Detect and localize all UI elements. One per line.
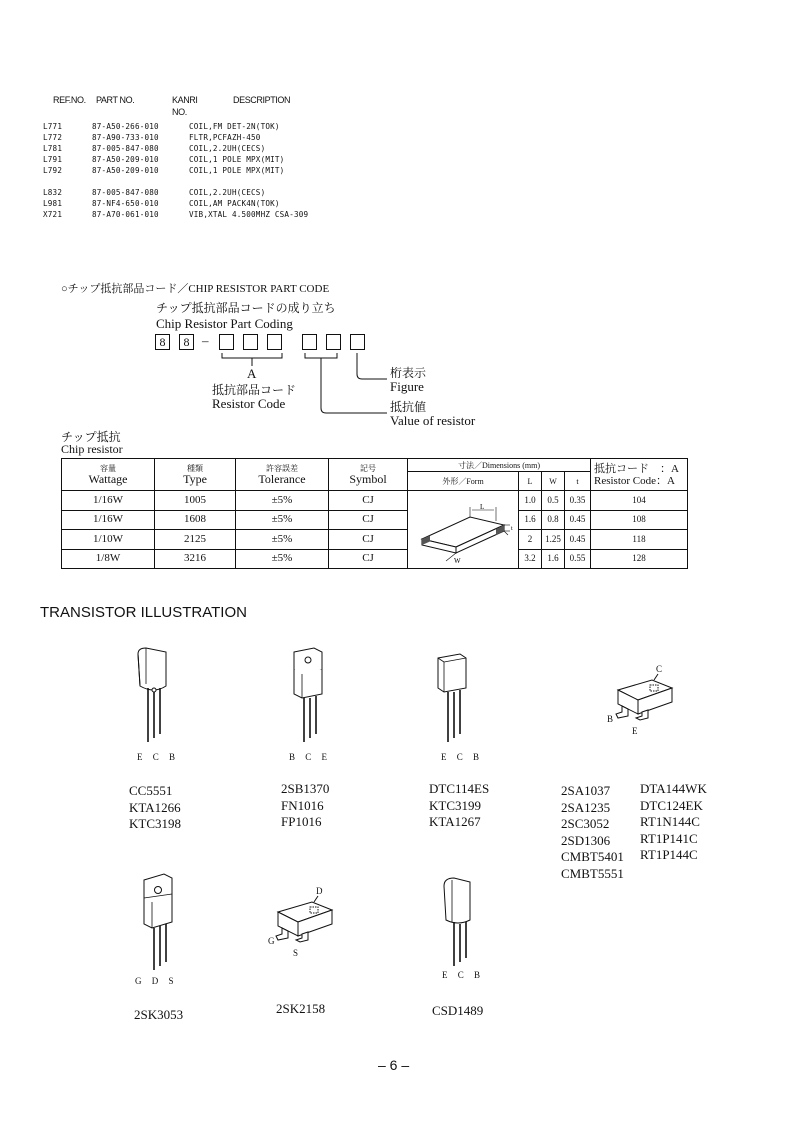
header-kanri-no: NO. (172, 107, 187, 117)
cell-wattage: 1/10W (62, 530, 155, 550)
t2-part-list (281, 781, 329, 831)
cell-l: 1.0 (519, 491, 542, 511)
t4-part-list-a (561, 783, 624, 882)
list-item: DTA144WK (640, 781, 707, 796)
parts-row: X721 87-A70-061-010 VIB,XTAL 4.500MHZ CSA-309 (43, 210, 309, 219)
list-item: 2SB1370 (281, 781, 330, 796)
t4-pin-e: E (632, 726, 638, 736)
cell-wattage: 1/16W (62, 491, 155, 511)
table-row (62, 510, 688, 530)
transistor-sot23-fet-icon (272, 894, 336, 952)
t4-pin-c: C (656, 664, 663, 674)
transistor-to92l-icon (438, 876, 478, 968)
t3-pin-labels: E C B (441, 752, 484, 762)
t5-part-list (134, 1007, 183, 1024)
cell-tolerance: ±5% (236, 549, 329, 569)
chip-table-caption-en: Chip resistor (61, 442, 123, 456)
cell-w: 1.6 (542, 549, 565, 569)
parts-row: L781 87-005-847-080 COIL,2.2UH(CECS) (43, 144, 266, 153)
cell-symbol: CJ (329, 530, 408, 550)
col-resistor-code-header: 抵抗コード ：A Resistor Code：A (591, 459, 688, 491)
t6-pin-s: S (293, 948, 299, 958)
list-item: RT1P144C (640, 847, 698, 862)
cell-code: 128 (591, 549, 688, 569)
col-w-header: W (542, 472, 565, 491)
t2-pin-labels: B C E (289, 752, 332, 762)
list-item: CMBT5551 (561, 865, 624, 881)
t4-part-list-b (640, 781, 707, 864)
list-item: CSD1489 (432, 1003, 484, 1018)
t7-pin-labels: E C B (442, 970, 485, 980)
cell-w: 0.8 (542, 510, 565, 530)
parts-row: L771 87-A50-266-010 COIL,FM DET-2N(TOK) (43, 122, 280, 131)
header-ref-no: REF.NO. (53, 95, 86, 105)
col-t-header: t (565, 472, 591, 491)
chip-resistor-table (61, 458, 688, 569)
list-item: RT1N144C (640, 814, 700, 829)
t7-part-list (432, 1003, 483, 1020)
list-item: 2SC3052 (561, 816, 610, 831)
col-symbol-header: 記号 Symbol (329, 459, 408, 491)
parts-row: L981 87-NF4-650-010 COIL,AM PACK4N(TOK) (43, 199, 280, 208)
t6-part-list (276, 1001, 325, 1018)
list-item: KTC3199 (429, 797, 481, 813)
cell-tolerance: ±5% (236, 530, 329, 550)
table-row (62, 549, 688, 569)
figure-en: Figure (390, 379, 424, 394)
cell-type: 2125 (155, 530, 236, 550)
coding-title-en: Chip Resistor Part Coding (156, 316, 293, 331)
t1-part-list (129, 783, 181, 833)
list-item: 2SD1306 (561, 832, 611, 848)
cell-type: 1005 (155, 491, 236, 511)
list-item: KTA1267 (429, 814, 481, 829)
chip-resistor-form-drawing (408, 491, 518, 565)
figure-jp: 桁表示 (390, 366, 427, 380)
parts-row: L832 87-005-847-080 COIL,2.2UH(CECS) (43, 188, 266, 197)
t6-pin-g: G (268, 936, 275, 946)
cell-symbol: CJ (329, 491, 408, 511)
t1-pin-labels: E C B (137, 752, 180, 762)
cell-t: 0.55 (565, 549, 591, 569)
col-l-header: L (519, 472, 542, 491)
cell-t: 0.35 (565, 491, 591, 511)
cell-tolerance: ±5% (236, 510, 329, 530)
list-item: DTC124EK (640, 797, 703, 813)
code-digit-1: 8 (155, 334, 170, 350)
table-row (62, 530, 688, 550)
value-jp: 抵抗値 (390, 400, 427, 414)
list-item: FN1016 (281, 797, 324, 813)
list-item: FP1016 (281, 814, 322, 829)
chip-table-caption-jp: チップ抵抗 (61, 430, 121, 444)
t4-pin-b: B (607, 714, 614, 724)
cell-type: 1608 (155, 510, 236, 530)
header-description: DESCRIPTION (233, 95, 291, 105)
list-item: DTC114ES (429, 781, 490, 796)
value-en: Value of resistor (390, 413, 476, 428)
parts-row: L791 87-A50-209-010 COIL,1 POLE MPX(MIT) (43, 155, 285, 164)
cell-wattage: 1/8W (62, 549, 155, 569)
code-dash: – (202, 333, 209, 348)
cell-l: 3.2 (519, 549, 542, 569)
coding-title-jp: チップ抵抗部品コードの成り立ち (156, 301, 336, 315)
transistor-to220-icon (288, 646, 328, 746)
col-form-header: 外形／Form (408, 472, 519, 491)
cell-t: 0.45 (565, 510, 591, 530)
page-number: – 6 – (378, 1057, 410, 1073)
cell-code: 108 (591, 510, 688, 530)
form-label-l: L (480, 503, 485, 511)
list-item: KTA1266 (129, 799, 181, 815)
list-item: 2SK3053 (134, 1007, 184, 1022)
transistor-to92-icon (132, 646, 172, 746)
cell-l: 2 (519, 530, 542, 550)
list-item: CC5551 (129, 783, 173, 798)
header-part-no: PART NO. (96, 95, 135, 105)
resistor-code-en: Resistor Code (212, 396, 286, 411)
list-item: CMBT5401 (561, 849, 624, 864)
form-label-w: W (454, 557, 461, 565)
col-wattage-header: 容量 Wattage (62, 459, 155, 491)
parts-row: L772 87-A90-733-010 FLTR,PCFAZH-450 (43, 133, 261, 142)
cell-symbol: CJ (329, 549, 408, 569)
list-item: 2SA1037 (561, 783, 611, 798)
col-tolerance-header: 許容誤差 Tolerance (236, 459, 329, 491)
label-a: A (247, 366, 257, 381)
cell-w: 1.25 (542, 530, 565, 550)
list-item: 2SK2158 (276, 1001, 326, 1016)
chip-code-section-title: ○チップ抵抗部品コード／CHIP RESISTOR PART CODE (61, 283, 330, 295)
col-type-header: 種類 Type (155, 459, 236, 491)
table-row (62, 491, 688, 511)
transistor-section-title: TRANSISTOR ILLUSTRATION (40, 604, 247, 621)
cell-code: 104 (591, 491, 688, 511)
cell-type: 3216 (155, 549, 236, 569)
header-kanri: KANRI (172, 95, 198, 105)
code-digit-2: 8 (179, 334, 194, 350)
t6-pin-d: D (316, 886, 323, 896)
cell-tolerance: ±5% (236, 491, 329, 511)
transistor-to92s-icon (432, 650, 472, 746)
cell-wattage: 1/16W (62, 510, 155, 530)
list-item: RT1P141C (640, 830, 698, 846)
cell-symbol: CJ (329, 510, 408, 530)
col-dimensions-header: 寸法／Dimensions (mm) (408, 459, 591, 472)
parts-row: L792 87-A50-209-010 COIL,1 POLE MPX(MIT) (43, 166, 285, 175)
transistor-sot23-icon (612, 672, 676, 730)
cell-code: 118 (591, 530, 688, 550)
t3-part-list (429, 781, 489, 831)
form-label-t: t (511, 526, 513, 532)
cell-form-illustration (408, 491, 519, 569)
cell-l: 1.6 (519, 510, 542, 530)
list-item: KTC3198 (129, 816, 181, 831)
cell-t: 0.45 (565, 530, 591, 550)
t5-pin-labels: G D S (135, 976, 178, 986)
resistor-code-jp: 抵抗部品コード (212, 383, 297, 397)
cell-w: 0.5 (542, 491, 565, 511)
list-item: 2SA1235 (561, 799, 611, 815)
transistor-to220f-icon (138, 872, 178, 972)
